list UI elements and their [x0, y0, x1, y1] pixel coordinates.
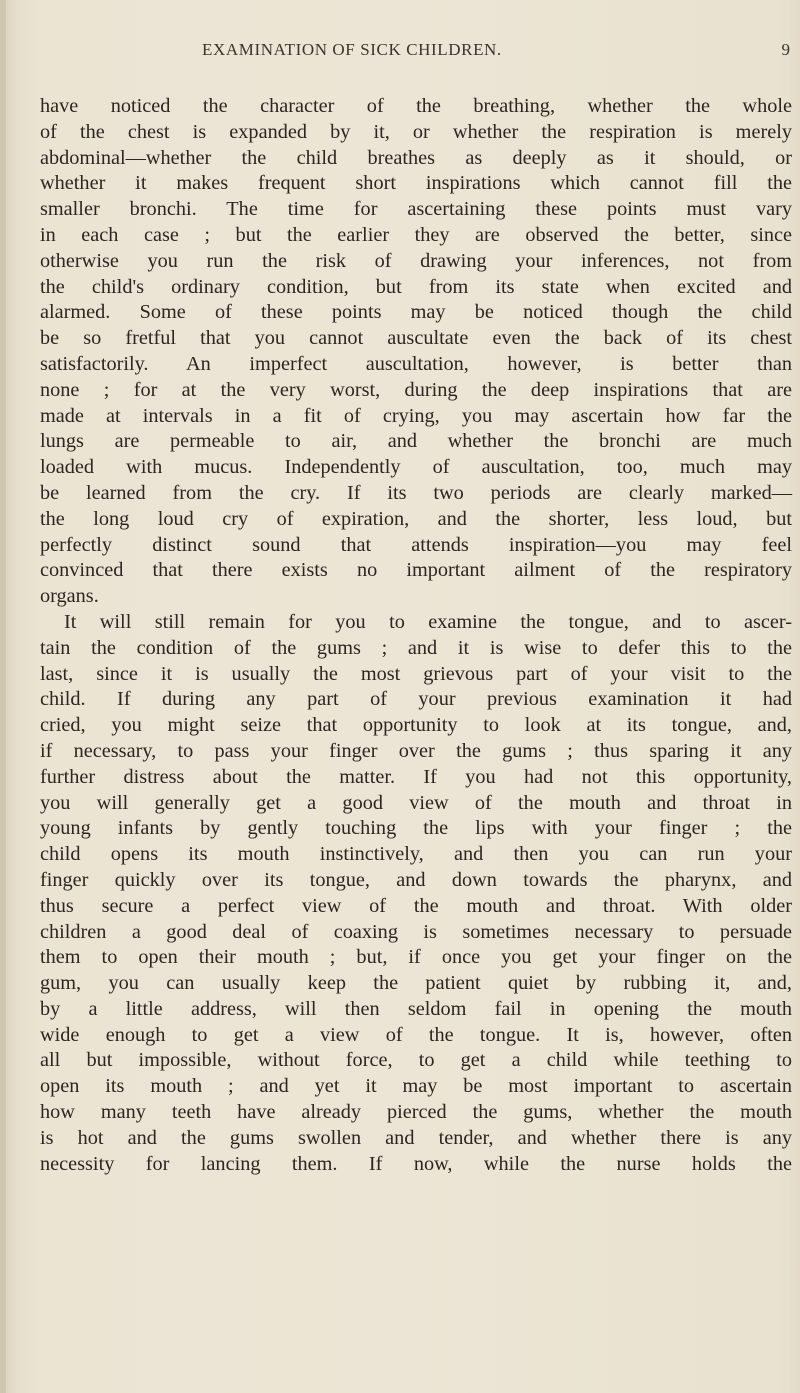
page-header [150, 40, 790, 64]
text-line: wide enough to get a view of the tongue. It is, however, often [40, 1023, 792, 1046]
text-line: abdominal—whether the child breathes as deeply as it should, or [40, 146, 792, 169]
text-line: lungs are permeable to air, and whether the bronchi are much [40, 430, 792, 453]
text-line: young infants by gently touching the lips with your finger ; the [40, 817, 792, 840]
text-line: child. If during any part of your previous examination it had [40, 688, 792, 711]
text-line: alarmed. Some of these points may be noticed though the child [40, 301, 792, 324]
text-line: organs. [40, 585, 99, 608]
text-line: in each case ; but the earlier they are observed the better, since [40, 223, 792, 246]
text-line: them to open their mouth ; but, if once you get your finger on the [40, 946, 792, 969]
text-line: It will still remain for you to examine the tongue, and to ascer- [64, 610, 792, 633]
text-line: last, since it is usually the most grievous part of your visit to the [40, 662, 792, 685]
text-line: child opens its mouth instinctively, and then you can run your [40, 843, 792, 866]
text-line: further distress about the matter. If you had not this opportunity, [40, 765, 792, 788]
text-line: necessity for lancing them. If now, while the nurse holds the [40, 1152, 792, 1175]
text-line: cried, you might seize that opportunity to look at its tongue, and, [40, 714, 792, 737]
text-line: satisfactorily. An imperfect auscultation, however, is better than [40, 352, 792, 375]
text-line: you will generally get a good view of the mouth and throat in [40, 791, 792, 814]
text-line: gum, you can usually keep the patient quiet by rubbing it, and, [40, 972, 792, 995]
running-title: EXAMINATION OF SICK CHILDREN. [202, 40, 502, 59]
text-line: otherwise you run the risk of drawing your inferences, not from [40, 249, 792, 272]
text-line: tain the condition of the gums ; and it is wise to defer this to the [40, 636, 792, 659]
paragraph-2 [40, 610, 792, 1178]
text-line: made at intervals in a fit of crying, you may ascertain how far the [40, 404, 792, 427]
text-line: open its mouth ; and yet it may be most important to ascertain [40, 1075, 792, 1098]
text-line: of the chest is expanded by it, or whether the respiration is merely [40, 120, 792, 143]
page-number: 9 [781, 40, 790, 59]
text-line: if necessary, to pass your finger over the gums ; thus sparing it any [40, 739, 792, 762]
text-line: children a good deal of coaxing is sometimes necessary to persuade [40, 920, 792, 943]
text-line: smaller bronchi. The time for ascertaining these points must vary [40, 198, 792, 221]
text-line: finger quickly over its tongue, and down towards the pharynx, and [40, 868, 792, 891]
text-line: all but impossible, without force, to get a child while teething to [40, 1049, 792, 1072]
text-line: the long loud cry of expiration, and the shorter, less loud, but [40, 507, 792, 530]
text-line: the child's ordinary condition, but from its state when excited and [40, 275, 792, 298]
text-line: convinced that there exists no important ailment of the respiratory [40, 559, 792, 582]
text-line: whether it makes frequent short inspirations which cannot fill the [40, 172, 792, 195]
text-line: by a little address, will then seldom fail in opening the mouth [40, 997, 792, 1020]
text-line: loaded with mucus. Independently of auscultation, too, much may [40, 456, 792, 479]
page-gutter-shadow [0, 0, 6, 1393]
text-line: how many teeth have already pierced the gums, whether the mouth [40, 1101, 792, 1124]
text-line: none ; for at the very worst, during the deep inspirations that are [40, 378, 792, 401]
text-line: be learned from the cry. If its two periods are clearly marked— [40, 481, 792, 504]
text-line: have noticed the character of the breathing, whether the whole [40, 95, 792, 117]
text-line: is hot and the gums swollen and tender, and whether there is any [40, 1126, 792, 1149]
text-line: thus secure a perfect view of the mouth and throat. With older [40, 894, 792, 917]
text-line: perfectly distinct sound that attends inspiration—you may feel [40, 533, 792, 556]
body-text [40, 94, 792, 1177]
paragraph-1 [40, 94, 792, 610]
text-line: be so fretful that you cannot auscultate even the back of its chest [40, 327, 792, 350]
